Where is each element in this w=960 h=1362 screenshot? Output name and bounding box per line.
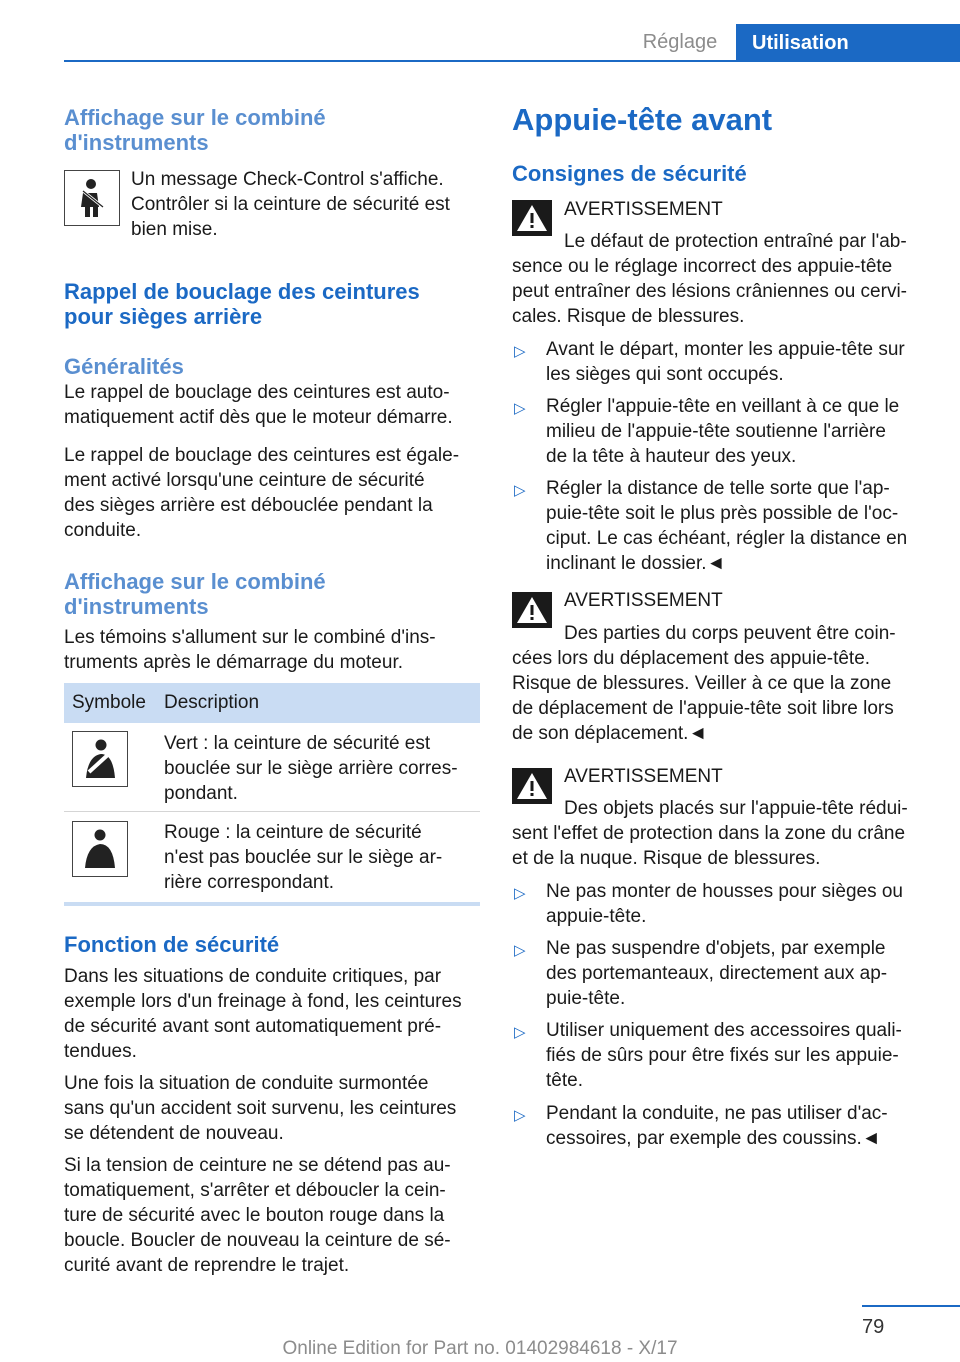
text-line: fiés de sûrs pour être fixés sur les appuie- — [546, 1045, 899, 1066]
title-line: Affichage sur le combiné — [64, 105, 326, 130]
text-line: pondant. — [164, 783, 238, 804]
text-line: rière correspondant. — [164, 872, 335, 893]
warning-1-line-1: Le défaut de protection entraîné par l'ab- — [564, 231, 907, 252]
title-line: d'instruments — [64, 594, 209, 619]
title-line: Rappel de bouclage des ceintures — [64, 279, 420, 304]
bullet-arrow-icon: ▷ — [514, 400, 526, 417]
text-line: Contrôler si la ceinture de sécurité est — [131, 194, 450, 215]
text-line: de son déplacement.◄ — [512, 723, 708, 744]
text-line: Régler la distance de telle sorte que l'ap- — [546, 478, 890, 499]
header-tab-reglage: Réglage — [642, 31, 718, 53]
paragraph-3 — [64, 625, 480, 675]
text-line: Utiliser uniquement des accessoires quali- — [546, 1020, 902, 1041]
bullet-arrow-icon: ▷ — [514, 942, 526, 959]
text-line: Pendant la conduite, ne pas utiliser d'ac- — [546, 1103, 888, 1124]
seatbelt-warning-icon — [64, 170, 120, 226]
text-line: les sièges qui sont occupés. — [546, 364, 784, 385]
page-number: 79 — [862, 1316, 885, 1338]
text-line: des portemanteaux, directement aux ap- — [546, 963, 888, 984]
paragraph-6 — [64, 1153, 484, 1278]
bullet-arrow-icon: ▷ — [514, 343, 526, 360]
bullet-item — [546, 936, 930, 1011]
text-line: bouclée sur le siège arrière corres- — [164, 758, 458, 779]
subtitle-consignes: Consignes de sécurité — [512, 161, 747, 186]
title-line: Affichage sur le combiné — [64, 569, 326, 594]
text-line: peut entraîner des lésions crâniennes ou cervi- — [512, 281, 908, 302]
text-line: Rouge : la ceinture de sécurité — [164, 822, 422, 843]
text-line: tomatiquement, s'arrêter et déboucler la cein- — [64, 1180, 446, 1201]
warning-3-body — [512, 821, 932, 871]
section-title-generalites: Généralités — [64, 354, 184, 379]
warning-1-body — [512, 254, 932, 329]
paragraph-1 — [64, 380, 480, 430]
bullet-item — [546, 476, 930, 576]
section-title-fonction: Fonction de sécurité — [64, 932, 280, 957]
footer-edition: Online Edition for Part no. 01402984618 - X/17 — [282, 1338, 678, 1359]
text-line: Le rappel de bouclage des ceintures est égale- — [64, 445, 460, 466]
text-line: Une fois la situation de conduite surmontée — [64, 1073, 429, 1094]
text-line: et de la nuque. Risque de blessures. — [512, 848, 821, 869]
warning-3-line-1: Des objets placés sur l'appuie-tête rédui- — [564, 798, 908, 819]
text-line: de sécurité avant sont automatiquement pré- — [64, 1016, 442, 1037]
text-line: cées lors du déplacement des appuie-tête. — [512, 648, 871, 669]
section-title-affichage — [64, 105, 326, 155]
text-line: Ne pas monter de housses pour sièges ou — [546, 881, 903, 902]
text-line: milieu de l'appuie-tête soutienne l'arrière — [546, 421, 886, 442]
text-line: sent l'effet de protection dans la zone du crâne — [512, 823, 906, 844]
warning-2-line-1: Des parties du corps peuvent être coin- — [564, 623, 896, 644]
text-line: exemple lors d'un freinage à fond, les ceintures — [64, 991, 462, 1012]
section-title-affichage-2 — [64, 569, 326, 619]
text-line: Le rappel de bouclage des ceintures est auto- — [64, 382, 450, 403]
table-row-red — [164, 820, 480, 895]
text-line: Vert : la ceinture de sécurité est — [164, 733, 431, 754]
text-line: appuie-tête. — [546, 906, 647, 927]
warning-triangle-icon — [512, 200, 552, 236]
seatbelt-buckled-icon — [72, 731, 128, 787]
text-line: Les témoins s'allument sur le combiné d'ins- — [64, 627, 436, 648]
text-line: se détendent de nouveau. — [64, 1123, 284, 1144]
bullet-item — [546, 1101, 930, 1151]
text-line: n'est pas bouclée sur le siège ar- — [164, 847, 443, 868]
warning-triangle-icon — [512, 768, 552, 804]
warning-label: AVERTISSEMENT — [564, 199, 723, 220]
bullet-arrow-icon: ▷ — [514, 1107, 526, 1124]
col-symbole: Symbole — [72, 692, 146, 713]
col-description: Description — [164, 692, 260, 713]
text-line: boucle. Boucler de nouveau la ceinture de sé- — [64, 1230, 451, 1251]
text-line: matiquement actif dès que le moteur démarre. — [64, 407, 453, 428]
checkcontrol-text — [131, 167, 480, 242]
text-line: puie-tête. — [546, 988, 626, 1009]
paragraph-4 — [64, 964, 484, 1064]
text-line: ment activé lorsqu'une ceinture de sécurité — [64, 470, 425, 491]
table-end-rule — [64, 902, 480, 906]
title-line: d'instruments — [64, 130, 209, 155]
text-line: Avant le départ, monter les appuie-tête sur — [546, 339, 905, 360]
text-line: ciput. Le cas échéant, régler la distance en — [546, 528, 908, 549]
paragraph-2 — [64, 443, 480, 543]
text-line: bien mise. — [131, 219, 218, 240]
warning-label: AVERTISSEMENT — [564, 590, 723, 611]
footer-rule — [862, 1305, 960, 1307]
text-line: curité avant de reprendre le trajet. — [64, 1255, 350, 1276]
text-line: de déplacement de l'appuie-tête soit libre lors — [512, 698, 894, 719]
text-line: tendues. — [64, 1041, 137, 1062]
warning-2-body — [512, 646, 932, 746]
table-row-green — [164, 731, 480, 806]
text-line: sans qu'un accident soit survenu, les ceintures — [64, 1098, 457, 1119]
header-rule — [64, 60, 960, 62]
seatbelt-unbuckled-icon — [72, 821, 128, 877]
text-line: cessoires, par exemple des coussins.◄ — [546, 1128, 881, 1149]
bullet-item — [546, 394, 930, 469]
text-line: Régler l'appuie-tête en veillant à ce que le — [546, 396, 900, 417]
text-line: Si la tension de ceinture ne se détend pas au- — [64, 1155, 451, 1176]
section-title-rappel — [64, 279, 420, 329]
bullet-item — [546, 879, 930, 929]
bullet-arrow-icon: ▷ — [514, 1024, 526, 1041]
text-line: ture de sécurité avec le bouton rouge dans la — [64, 1205, 445, 1226]
text-line: inclinant le dossier.◄ — [546, 553, 726, 574]
text-line: Un message Check-Control s'affiche. — [131, 169, 444, 190]
text-line: Ne pas suspendre d'objets, par exemple — [546, 938, 886, 959]
warning-triangle-icon — [512, 592, 552, 628]
text-line: Risque de blessures. Veiller à ce que la zone — [512, 673, 892, 694]
text-line: de la tête à hauteur des yeux. — [546, 446, 797, 467]
text-line: puie-tête soit le plus près possible de l'oc- — [546, 503, 899, 524]
warning-label: AVERTISSEMENT — [564, 766, 723, 787]
text-line: Dans les situations de conduite critiques, par — [64, 966, 442, 987]
header-tab-utilisation: Utilisation — [736, 24, 960, 62]
text-line: conduite. — [64, 520, 142, 541]
bullet-item — [546, 337, 930, 387]
text-line: cales. Risque de blessures. — [512, 306, 745, 327]
bullet-arrow-icon: ▷ — [514, 482, 526, 499]
page-header — [0, 0, 960, 62]
text-line: sence ou le réglage incorrect des appuie-tête — [512, 256, 893, 277]
symbol-table-header — [64, 683, 480, 723]
bullet-arrow-icon: ▷ — [514, 885, 526, 902]
paragraph-5 — [64, 1071, 484, 1146]
title-line: pour sièges arrière — [64, 304, 263, 329]
bullet-item — [546, 1018, 930, 1093]
table-divider — [64, 811, 480, 812]
text-line: truments après le démarrage du moteur. — [64, 652, 404, 673]
text-line: tête. — [546, 1070, 583, 1091]
page-title-appuie-tete: Appuie-tête avant — [512, 102, 773, 137]
text-line: des sièges arrière est débouclée pendant la — [64, 495, 433, 516]
